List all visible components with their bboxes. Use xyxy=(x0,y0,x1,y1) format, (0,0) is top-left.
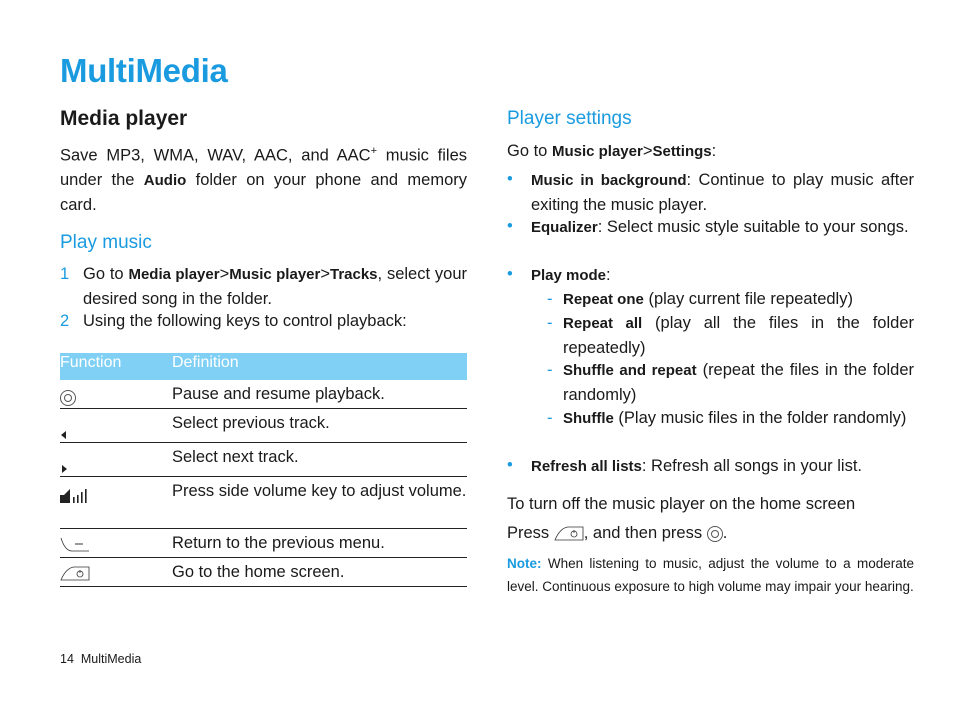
table-row: Select next track. xyxy=(60,443,467,477)
table-row: Return to the previous menu. xyxy=(60,529,467,558)
bullet-dot: • xyxy=(507,217,513,235)
play-mode-repeat-all: - Repeat all (play all the files in the folder repeatedly) xyxy=(547,314,914,357)
volume-note: Note: When listening to music, adjust the volume to a moderate level. Continuous exposure to high volume may impair your hearing. xyxy=(507,556,914,594)
volume-icon xyxy=(60,482,90,506)
column-header-definition: Definition xyxy=(172,354,239,371)
page-title: MultiMedia xyxy=(60,52,228,89)
bullet-dot: • xyxy=(507,456,513,474)
column-header-function: Function xyxy=(60,354,122,371)
bullet-dot: • xyxy=(507,170,513,188)
press-instruction: Press , and then press . xyxy=(507,524,728,542)
intro-paragraph: Save MP3, WMA, WAV, AAC, and AAC+ music files under the Audio folder on your phone and memory card. xyxy=(60,145,467,214)
play-mode-shuffle-and-repeat: - Shuffle and repeat (repeat the files in the folder randomly) xyxy=(547,361,914,404)
note-label: Note: xyxy=(507,556,542,571)
bullet-dot: • xyxy=(507,265,513,283)
ok-circle-icon xyxy=(707,524,723,542)
subheading-play-music: Play music xyxy=(60,232,152,253)
settings-path: Go to Music player>Settings: xyxy=(507,142,717,160)
footer-section: MultiMedia xyxy=(80,652,142,666)
page-number: 14 xyxy=(60,652,74,666)
table-row: Go to the home screen. xyxy=(60,558,467,587)
step-2: 2 Using the following keys to control playback: xyxy=(60,309,467,333)
bullet-music-in-background: • Music in background: Continue to play music after exiting the music player. xyxy=(507,168,914,217)
step-number: 1 xyxy=(60,265,70,283)
step-1: 1 Go to Media player>Music player>Tracks, select your desired song in the folder. xyxy=(60,262,467,311)
table-row: Pause and resume playback. xyxy=(60,380,467,409)
playback-keys-table xyxy=(60,353,467,587)
play-mode-repeat-one: - Repeat one (play current file repeatedly) xyxy=(547,290,853,308)
back-softkey-icon xyxy=(60,532,90,556)
bullet-refresh-all-lists: • Refresh all lists: Refresh all songs in your list. xyxy=(507,454,914,479)
page-footer xyxy=(60,652,141,666)
table-row: Press side volume key to adjust volume. xyxy=(60,477,467,529)
ok-circle-icon xyxy=(60,385,76,409)
table-header xyxy=(60,353,467,380)
subheading-player-settings: Player settings xyxy=(507,108,632,129)
table-row: Select previous track. xyxy=(60,409,467,443)
bullet-play-mode: • Play mode: xyxy=(507,263,914,288)
end-key-icon xyxy=(554,524,584,542)
play-mode-shuffle: - Shuffle (Play music files in the folder randomly) xyxy=(547,409,907,427)
turn-off-instruction: To turn off the music player on the home screen xyxy=(507,495,856,513)
step-number: 2 xyxy=(60,312,70,330)
end-key-icon xyxy=(60,561,90,585)
bullet-equalizer: • Equalizer: Select music style suitable to your songs. xyxy=(507,215,914,240)
section-heading-media-player: Media player xyxy=(60,107,188,130)
